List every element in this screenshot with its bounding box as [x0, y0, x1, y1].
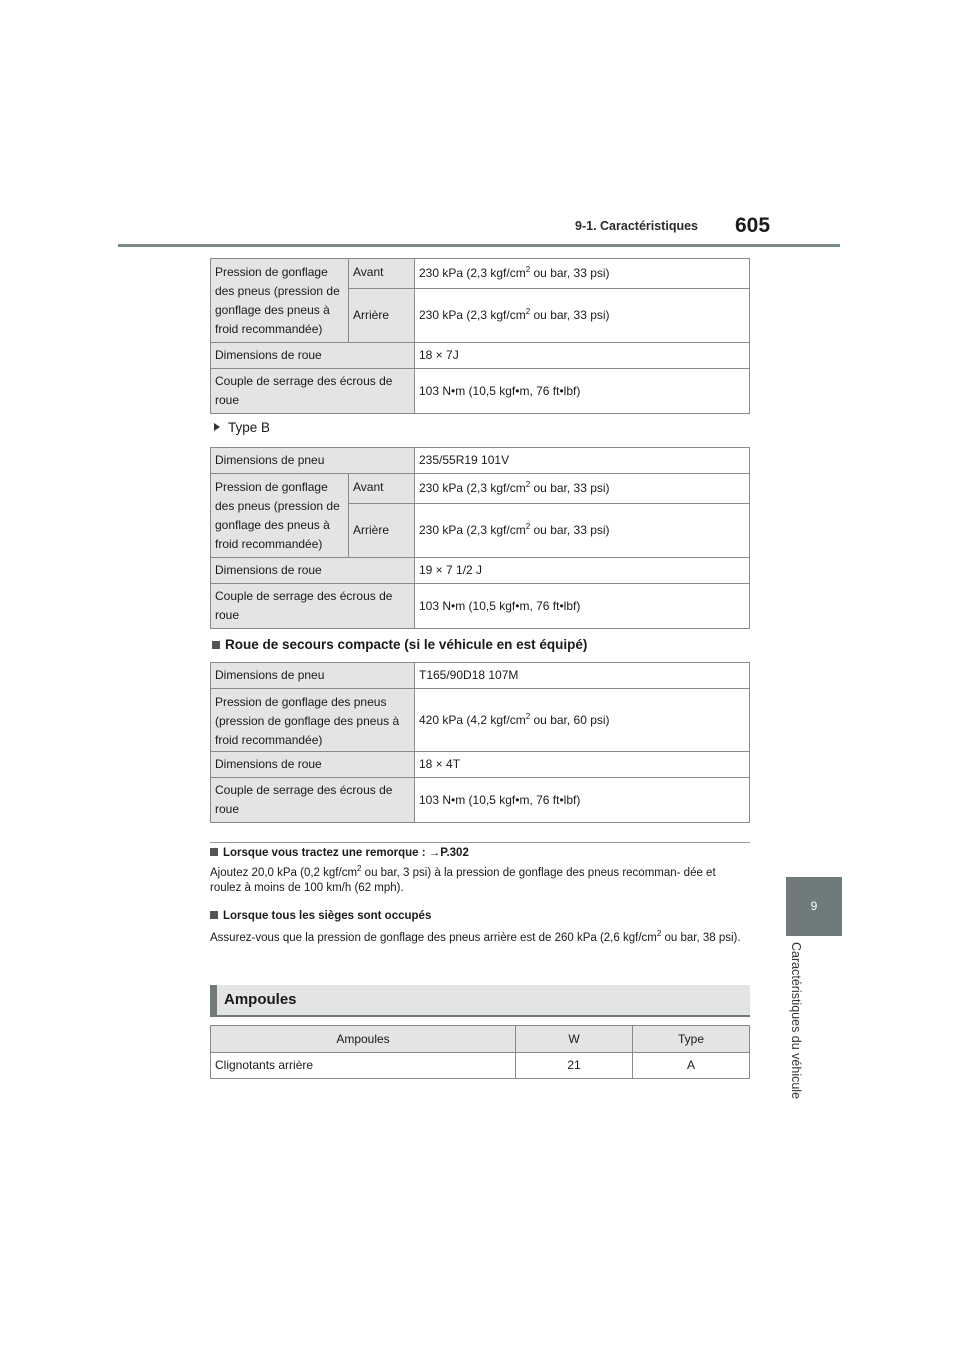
- tire-size-value: T165/90D18 107M: [415, 663, 750, 689]
- spare-wheel-table: [210, 662, 750, 823]
- pressure-label: Pression de gonflage des pneus (pression de gonflage des pneus à froid recommandée): [211, 259, 349, 343]
- torque-value: 103 N•m (10,5 kgf•m, 76 ft•lbf): [415, 778, 750, 823]
- chapter-tab-label: [760, 942, 810, 1122]
- rear-pressure-value: 230 kPa (2,3 kgf/$cm^2$ ou bar, 33 psi): [415, 504, 750, 558]
- bulbs-table: [210, 1025, 750, 1079]
- torque-label: Couple de serrage des écrous de roue: [211, 584, 415, 629]
- rim-label: Dimensions de roue: [211, 752, 415, 778]
- torque-value: 103 N•m (10,5 kgf•m, 76 ft•lbf): [415, 584, 750, 629]
- bulb-name: Clignotants arrière: [211, 1053, 516, 1079]
- seats-note-heading: Lorsque tous les sièges sont occupés: [210, 910, 431, 922]
- rear-label: Arrière: [349, 504, 415, 558]
- rim-label: Dimensions de roue: [211, 343, 415, 369]
- section-accent-bar: [210, 985, 217, 1017]
- pressure-label: Pression de gonflage des pneus (pression de gonflage des pneus à froid recommandée): [211, 689, 415, 752]
- front-label: Avant: [349, 259, 415, 289]
- page-number: 605: [735, 214, 771, 237]
- front-pressure-value: 230 kPa (2,3 kgf/$cm^2$ ou bar, 33 psi): [415, 474, 750, 504]
- chapter-tab-text: Caractéristiques du véhicule: [789, 942, 803, 1100]
- bulb-watts: 21: [516, 1053, 633, 1079]
- rim-value: 18 × 4T: [415, 752, 750, 778]
- spare-wheel-heading: Roue de secours compacte (si le véhicule en est équipé): [212, 637, 587, 652]
- seats-note-text: Assurez-vous que la pression de gonflage des pneus arrière est de 260 kPa (2,6 kgf/$cm^2$ ou bar, 38 psi).: [210, 929, 741, 944]
- square-bullet-icon: [210, 848, 218, 856]
- tire-size-value: 235/55R19 101V: [415, 448, 750, 474]
- rear-pressure-value: 230 kPa (2,3 kgf/$cm^2$ ou bar, 33 psi): [415, 289, 750, 343]
- bulbs-section-header: [210, 985, 750, 1017]
- bulbs-title: Ampoules: [224, 991, 297, 1008]
- column-header: Type: [633, 1026, 750, 1053]
- table-row: [211, 1053, 750, 1079]
- header-divider: [118, 244, 840, 247]
- towing-note-heading: Lorsque vous tractez une remorque : →P.302: [210, 847, 469, 859]
- square-bullet-icon: [212, 641, 220, 649]
- tire-spec-table-a: [210, 258, 750, 414]
- notes-divider: [210, 842, 750, 843]
- tire-size-label: Dimensions de pneu: [211, 663, 415, 689]
- chapter-tab[interactable]: 9: [786, 877, 842, 936]
- square-bullet-icon: [210, 911, 218, 919]
- type-b-heading: Type B: [214, 420, 270, 435]
- rear-label: Arrière: [349, 289, 415, 343]
- arrow-icon: [214, 423, 220, 431]
- column-header: W: [516, 1026, 633, 1053]
- torque-label: Couple de serrage des écrous de roue: [211, 778, 415, 823]
- table-header-row: [211, 1026, 750, 1053]
- rim-value: 18 × 7J: [415, 343, 750, 369]
- torque-value: 103 N•m (10,5 kgf•m, 76 ft•lbf): [415, 369, 750, 414]
- tire-spec-table-b: [210, 447, 750, 629]
- pressure-value: 420 kPa (4,2 kgf/$cm^2$ ou bar, 60 psi): [415, 689, 750, 752]
- column-header: Ampoules: [211, 1026, 516, 1053]
- rim-value: 19 × 7 1/2 J: [415, 558, 750, 584]
- torque-label: Couple de serrage des écrous de roue: [211, 369, 415, 414]
- front-label: Avant: [349, 474, 415, 504]
- front-pressure-value: 230 kPa (2,3 kgf/$cm^2$ ou bar, 33 psi): [415, 259, 750, 289]
- tire-size-label: Dimensions de pneu: [211, 448, 415, 474]
- towing-note-text: Ajoutez 20,0 kPa (0,2 kgf/$cm^2$ ou bar, 3 psi) à la pression de gonflage des pneus recomman- dée et roulez à moins de 100 km/h (62 mph).: [210, 864, 716, 894]
- rim-label: Dimensions de roue: [211, 558, 415, 584]
- pressure-label: Pression de gonflage des pneus (pression de gonflage des pneus à froid recommandée): [211, 474, 349, 558]
- bulb-type: A: [633, 1053, 750, 1079]
- section-title: 9-1. Caractéristiques: [575, 219, 698, 233]
